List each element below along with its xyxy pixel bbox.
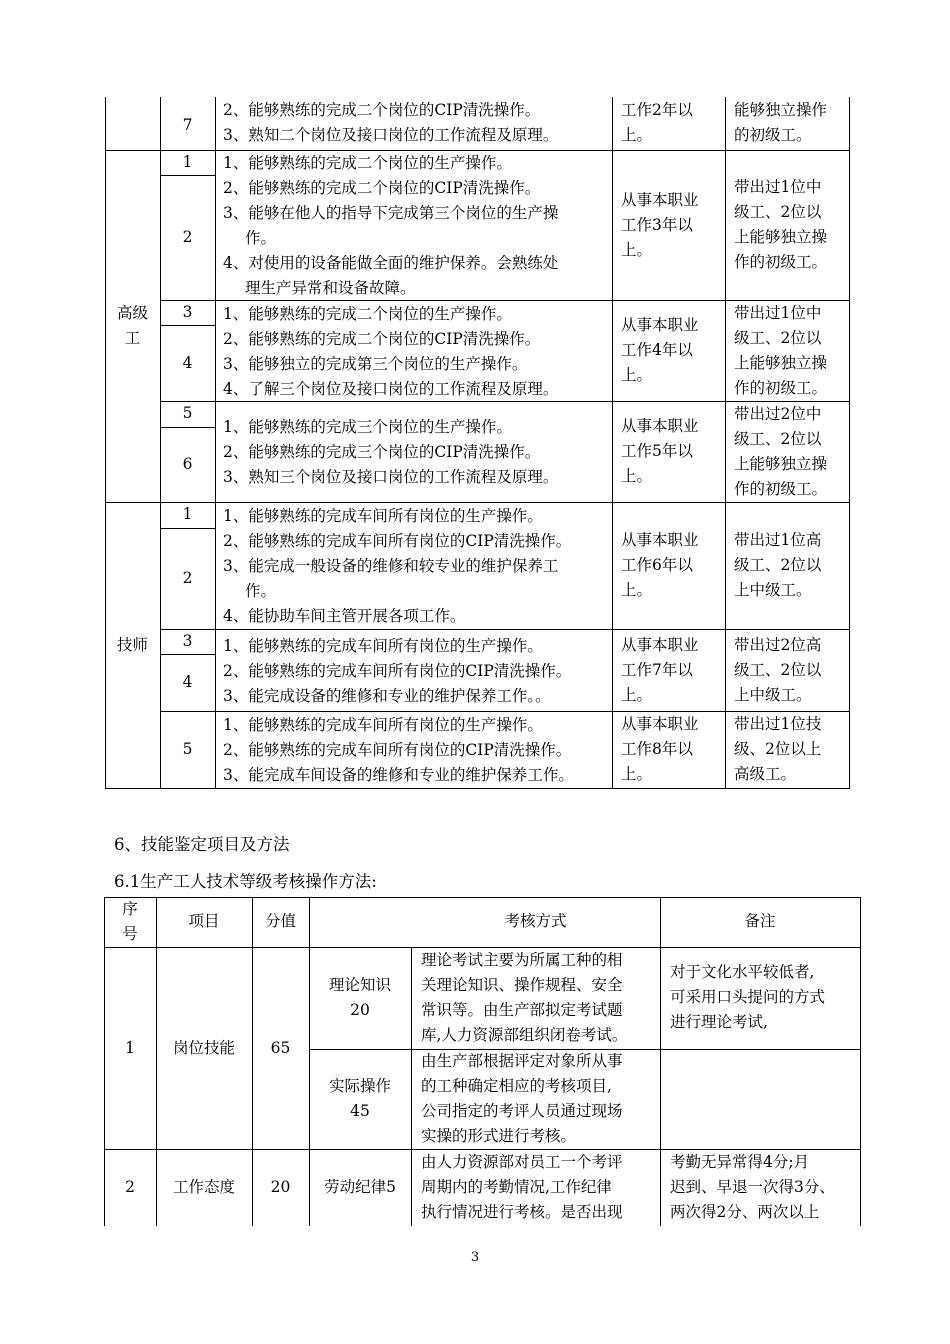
requirement-text: 带出过1位技 — [734, 715, 822, 733]
note-text: 进行理论考试, — [670, 1013, 768, 1031]
duty-text: 4、对使用的设备能做全面的维护保养。会熟练处 — [223, 254, 559, 272]
table-rule — [660, 897, 661, 1226]
requirement-text: 上中级工。 — [734, 581, 812, 599]
requirement-text: 带出过2位中 — [734, 405, 822, 423]
duty-text: 2、能够熟练的完成二个岗位的CIP清洗操作。 — [223, 330, 541, 348]
level-number: 5 — [182, 404, 193, 422]
table-rule — [612, 97, 613, 151]
grade-label: 技师 — [116, 636, 148, 654]
experience-text: 工作7年以 — [621, 661, 693, 679]
method-text: 由人力资源部对员工一个考评 — [421, 1153, 623, 1171]
table-rule — [160, 150, 161, 503]
experience-text: 上。 — [621, 581, 653, 599]
level-number: 4 — [182, 354, 193, 372]
method-text: 理论考试主要为所属工种的相 — [421, 951, 623, 969]
experience-text: 从事本职业 — [621, 531, 699, 549]
table-rule — [160, 528, 216, 529]
header-method: 考核方式 — [504, 912, 567, 930]
method-text: 周期内的考勤情况,工作纪律 — [421, 1178, 612, 1196]
table-rule — [160, 325, 216, 326]
table-rule — [725, 502, 726, 630]
note-text: 考勤无异常得4分;月 — [670, 1153, 810, 1171]
duty-text: 3、能完成一般设备的维修和较专业的维护保养工 — [223, 557, 559, 575]
row-score: 20 — [270, 1178, 291, 1196]
table-rule — [105, 97, 106, 151]
method-text: 执行情况进行考核。是否出现 — [421, 1203, 623, 1221]
experience-text: 从事本职业 — [621, 417, 699, 435]
table-rule — [849, 150, 850, 503]
duty-text: 2、能够熟练的完成二个岗位的CIP清洗操作。 — [223, 179, 541, 197]
table-rule — [215, 150, 216, 301]
method-text: 库,人力资源部组织闭卷考试。 — [421, 1026, 628, 1044]
duty-text: 1、能够熟练的完成车间所有岗位的生产操作。 — [223, 637, 543, 655]
duty-text: 3、能够在他人的指导下完成第三个岗位的生产操 — [223, 204, 559, 222]
table-rule — [411, 947, 412, 1226]
duty-text: 1、能够熟练的完成二个岗位的生产操作。 — [223, 154, 512, 172]
requirement-text: 的初级工。 — [734, 126, 812, 144]
table-rule — [160, 175, 216, 176]
experience-text: 上。 — [621, 765, 653, 783]
duty-text: 4、能协助车间主管开展各项工作。 — [223, 607, 466, 625]
duty-text: 1、能够熟练的完成车间所有岗位的生产操作。 — [223, 507, 543, 525]
row-score: 65 — [270, 1039, 291, 1057]
duty-text: 3、熟知三个岗位及接口岗位的工作流程及原理。 — [223, 468, 559, 486]
requirement-text: 上能够独立操 — [734, 455, 828, 473]
table-rule — [105, 502, 850, 503]
experience-text: 从事本职业 — [621, 715, 699, 733]
duty-text: 1、能够熟练的完成三个岗位的生产操作。 — [223, 418, 512, 436]
table-rule — [160, 654, 216, 655]
table-rule — [215, 629, 216, 712]
table-rule — [849, 502, 850, 789]
method-text: 的工种确定相应的考核项目, — [421, 1077, 612, 1095]
requirement-text: 高级工。 — [734, 765, 797, 783]
duty-text: 2、能够熟练的完成车间所有岗位的CIP清洗操作。 — [223, 662, 572, 680]
row-item: 工作态度 — [172, 1178, 235, 1196]
duty-text: 3、能够独立的完成第三个岗位的生产操作。 — [223, 355, 528, 373]
note-text: 迟到、早退一次得3分、 — [670, 1178, 835, 1196]
row-number: 1 — [125, 1039, 135, 1057]
requirement-text: 作的初级工。 — [734, 253, 828, 271]
level-number: 3 — [182, 303, 193, 321]
experience-text: 工作5年以 — [621, 442, 693, 460]
method-text: 公司指定的考评人员通过现场 — [421, 1102, 623, 1120]
table-rule — [215, 97, 216, 151]
table-rule — [725, 300, 726, 402]
row-number: 2 — [125, 1178, 135, 1196]
method-text: 关理论知识、操作规程、安全 — [421, 976, 623, 994]
experience-text: 从事本职业 — [621, 316, 699, 334]
page-number: 3 — [470, 1250, 480, 1265]
duty-text: 2、能够熟练的完成车间所有岗位的CIP清洗操作。 — [223, 532, 572, 550]
experience-text: 上。 — [621, 366, 653, 384]
header-number: 序 — [122, 900, 138, 918]
duty-text: 理生产异常和设备故障。 — [245, 279, 416, 297]
requirement-text: 级工、2位以 — [734, 329, 822, 347]
experience-text: 工作6年以 — [621, 556, 693, 574]
requirement-text: 作的初级工。 — [734, 379, 828, 397]
table-rule — [725, 629, 726, 712]
duty-text: 1、能够熟练的完成车间所有岗位的生产操作。 — [223, 716, 543, 734]
duty-text: 2、能够熟练的完成二个岗位的CIP清洗操作。 — [223, 101, 541, 119]
note-text: 可采用口头提问的方式 — [670, 988, 826, 1006]
experience-text: 上。 — [621, 241, 653, 259]
sub-item-label: 45 — [350, 1102, 370, 1120]
table-rule — [215, 502, 216, 630]
sub-item-label: 20 — [350, 1001, 370, 1019]
header-item: 项目 — [188, 912, 220, 930]
duty-text: 1、能够熟练的完成二个岗位的生产操作。 — [223, 305, 512, 323]
level-number: 1 — [182, 153, 193, 171]
requirement-text: 级工、2位以 — [734, 556, 822, 574]
grade-label: 高级 — [116, 304, 148, 322]
experience-text: 上。 — [621, 467, 653, 485]
sub-heading: 6.1生产工人技术等级考核操作方法: — [114, 872, 377, 891]
level-number: 6 — [182, 455, 193, 473]
level-number: 3 — [182, 632, 193, 650]
experience-text: 上。 — [621, 686, 653, 704]
requirement-text: 级、2位以上 — [734, 740, 822, 758]
duty-text: 2、能够熟练的完成车间所有岗位的CIP清洗操作。 — [223, 741, 572, 759]
table-rule — [105, 788, 850, 789]
header-number: 号 — [122, 925, 138, 943]
duty-text: 2、能够熟练的完成三个岗位的CIP清洗操作。 — [223, 443, 541, 461]
sub-item-label: 实际操作 — [328, 1077, 391, 1095]
table-rule — [215, 711, 216, 789]
requirement-text: 能够独立操作 — [734, 101, 828, 119]
table-rule — [849, 97, 850, 151]
experience-text: 上。 — [621, 126, 653, 144]
note-text: 对于文化水平较低者, — [670, 963, 815, 981]
level-number: 2 — [182, 228, 193, 246]
table-rule — [725, 401, 726, 503]
requirement-text: 级工、2位以 — [734, 661, 822, 679]
table-rule — [725, 97, 726, 151]
experience-text: 工作4年以 — [621, 341, 693, 359]
duty-text: 3、能完成设备的维修和专业的维护保养工作。。 — [223, 687, 551, 705]
experience-text: 从事本职业 — [621, 636, 699, 654]
table-rule — [612, 502, 613, 630]
level-number: 1 — [182, 505, 193, 523]
duty-text: 作。 — [245, 229, 277, 247]
requirement-text: 级工、2位以 — [734, 203, 822, 221]
table-rule — [725, 150, 726, 301]
experience-text: 工作8年以 — [621, 740, 693, 758]
table-rule — [215, 401, 216, 503]
method-text: 常识等。由生产部拟定考试题 — [421, 1001, 623, 1019]
experience-text: 从事本职业 — [621, 191, 699, 209]
table-rule — [160, 629, 850, 630]
table-rule — [725, 711, 726, 789]
row-item: 岗位技能 — [172, 1039, 235, 1057]
requirement-text: 带出过2位高 — [734, 636, 822, 654]
experience-text: 工作3年以 — [621, 216, 693, 234]
table-rule — [612, 629, 613, 712]
duty-text: 3、能完成车间设备的维修和专业的维护保养工作。 — [223, 766, 574, 784]
sub-item-label: 劳动纪律5 — [324, 1178, 396, 1196]
duty-text: 作。 — [245, 582, 277, 600]
duty-text: 3、熟知二个岗位及接口岗位的工作流程及原理。 — [223, 126, 559, 144]
requirement-text: 带出过1位高 — [734, 531, 822, 549]
table-rule — [612, 711, 613, 789]
table-rule — [860, 897, 861, 1226]
requirement-text: 作的初级工。 — [734, 480, 828, 498]
table-rule — [612, 300, 613, 402]
requirement-text: 带出过1位中 — [734, 304, 822, 322]
experience-text: 工作2年以 — [621, 101, 693, 119]
method-text: 实操的形式进行考核。 — [421, 1127, 577, 1145]
level-number: 5 — [182, 740, 193, 758]
requirement-text: 上中级工。 — [734, 686, 812, 704]
level-number: 7 — [182, 116, 193, 134]
duty-text: 4、了解三个岗位及接口岗位的工作流程及原理。 — [223, 380, 559, 398]
level-number: 4 — [182, 673, 193, 691]
requirement-text: 带出过1位中 — [734, 178, 822, 196]
header-score: 分值 — [264, 912, 296, 930]
requirement-text: 级工、2位以 — [734, 430, 822, 448]
note-text: 两次得2分、两次以上 — [670, 1203, 820, 1221]
sub-item-label: 理论知识 — [328, 976, 391, 994]
section-heading: 6、技能鉴定项目及方法 — [114, 835, 290, 854]
table-rule — [160, 427, 216, 428]
table-rule — [104, 897, 861, 898]
table-rule — [612, 401, 613, 503]
level-number: 2 — [182, 569, 193, 587]
table-rule — [215, 300, 216, 402]
requirement-text: 上能够独立操 — [734, 228, 828, 246]
requirement-text: 上能够独立操 — [734, 354, 828, 372]
grade-label: 工 — [124, 329, 141, 347]
header-note: 备注 — [744, 912, 776, 930]
method-text: 由生产部根据评定对象所从事 — [421, 1052, 623, 1070]
